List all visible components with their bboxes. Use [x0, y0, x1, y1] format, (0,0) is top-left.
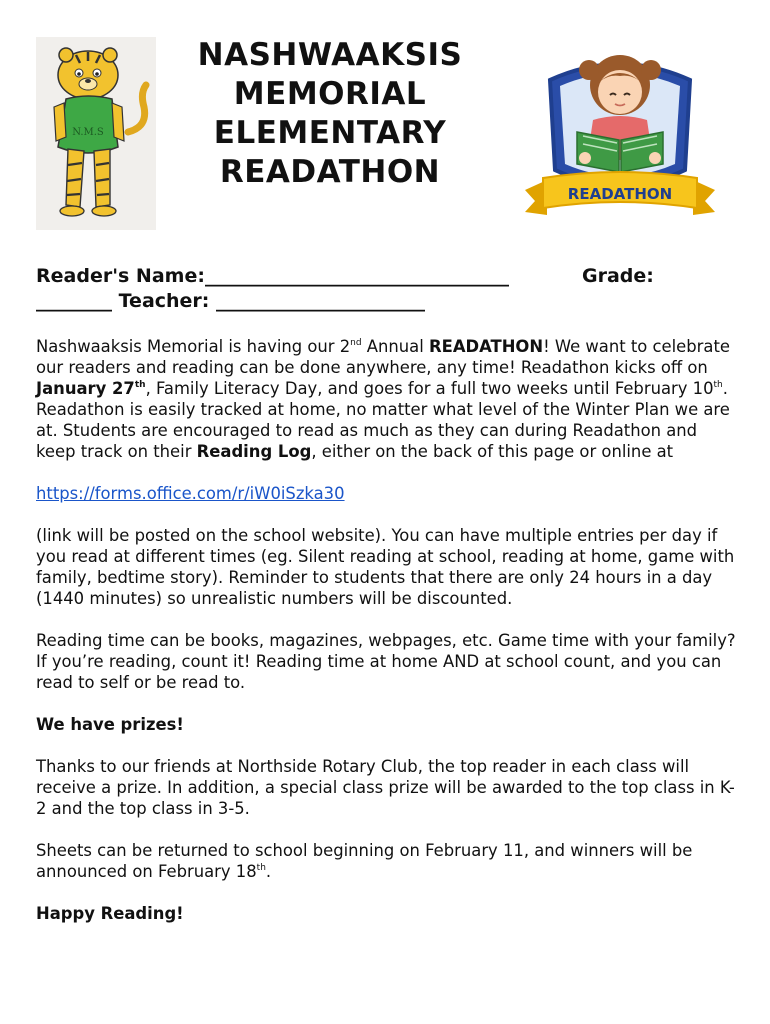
forms-link[interactable]: https://forms.office.com/r/iW0iSzka30: [36, 484, 345, 503]
readathon-logo: [515, 40, 725, 225]
grade-field[interactable]: ________: [36, 290, 112, 312]
prizes-heading: We have prizes!: [36, 715, 184, 734]
banner-text: READATHON: [567, 185, 673, 203]
text: .: [265, 862, 272, 881]
paragraph-reading-time: Reading time can be books, magazines, webpages, etc. Game time with your family? If you’re reading, count it! Reading time at home AND at school count, and you can read to self or be read to.: [36, 631, 736, 692]
superscript: nd: [350, 338, 362, 348]
text: , Family Literacy Day, and goes for a full two weeks until February 10: [145, 379, 714, 398]
paragraph-closing: [36, 903, 741, 924]
text: Annual: [361, 337, 429, 356]
paragraph-return-sheets: [36, 840, 741, 882]
text: , either on the back of this page or online at: [311, 442, 674, 461]
superscript: th: [134, 380, 146, 390]
text: Sheets can be returned to school beginning on February 11, and winners will be announced on February 18: [36, 841, 693, 881]
text: ! We want to celebrate our readers and reading can be done anywhere, any time! Readathon kicks off on: [36, 337, 730, 377]
letter-body: [36, 336, 741, 945]
link-paragraph: [36, 483, 741, 504]
title-line: ELEMENTARY: [213, 115, 447, 151]
superscript: th: [256, 863, 266, 873]
mascot-shirt-text: N.M.S: [72, 127, 104, 138]
tiger-mascot-icon: [36, 37, 156, 230]
page-title: [160, 36, 500, 192]
paragraph-entries: (link will be posted on the school website). You can have multiple entries per day if you read at different times (eg. Silent reading at school, reading at home, game with family, bedtime story). Reminder to students that there are only 24 hours in a day (1440 minutes) so unrealistic numbers will be discounted.: [36, 526, 735, 608]
superscript: th: [713, 380, 723, 390]
reader-info-fields: [36, 264, 736, 314]
bold-reading-log: Reading Log: [196, 442, 312, 461]
closing-text: Happy Reading!: [36, 904, 184, 923]
text: . Readathon is easily tracked at home, no matter what level of the Winter Plan we are at. Students are encouraged to read as much as they can during Readathon and keep track on their: [36, 379, 730, 461]
title-line: NASHWAAKSIS: [197, 37, 463, 73]
intro-paragraph: [36, 336, 741, 462]
paragraph-prizes-heading: [36, 714, 741, 735]
text: Nashwaaksis Memorial is having our 2: [36, 337, 351, 356]
bold-readathon: READATHON: [429, 337, 544, 356]
reading-girl-icon: [515, 40, 725, 225]
title-line: MEMORIAL: [233, 76, 427, 112]
bold-date: [36, 379, 146, 398]
tiger-mascot-image: [36, 37, 156, 230]
grade-label: Grade:: [582, 265, 654, 287]
text: January 27: [36, 379, 135, 398]
paragraph-rotary: Thanks to our friends at Northside Rotary Club, the top reader in each class will receive a prize. In addition, a special class prize will be awarded to the top class in K-2 and the top class in 3-5.: [36, 757, 735, 818]
readers-name-field[interactable]: Reader's Name:________________________________: [36, 265, 509, 287]
title-line: READATHON: [219, 154, 441, 190]
teacher-field[interactable]: Teacher: ______________________: [112, 290, 426, 312]
